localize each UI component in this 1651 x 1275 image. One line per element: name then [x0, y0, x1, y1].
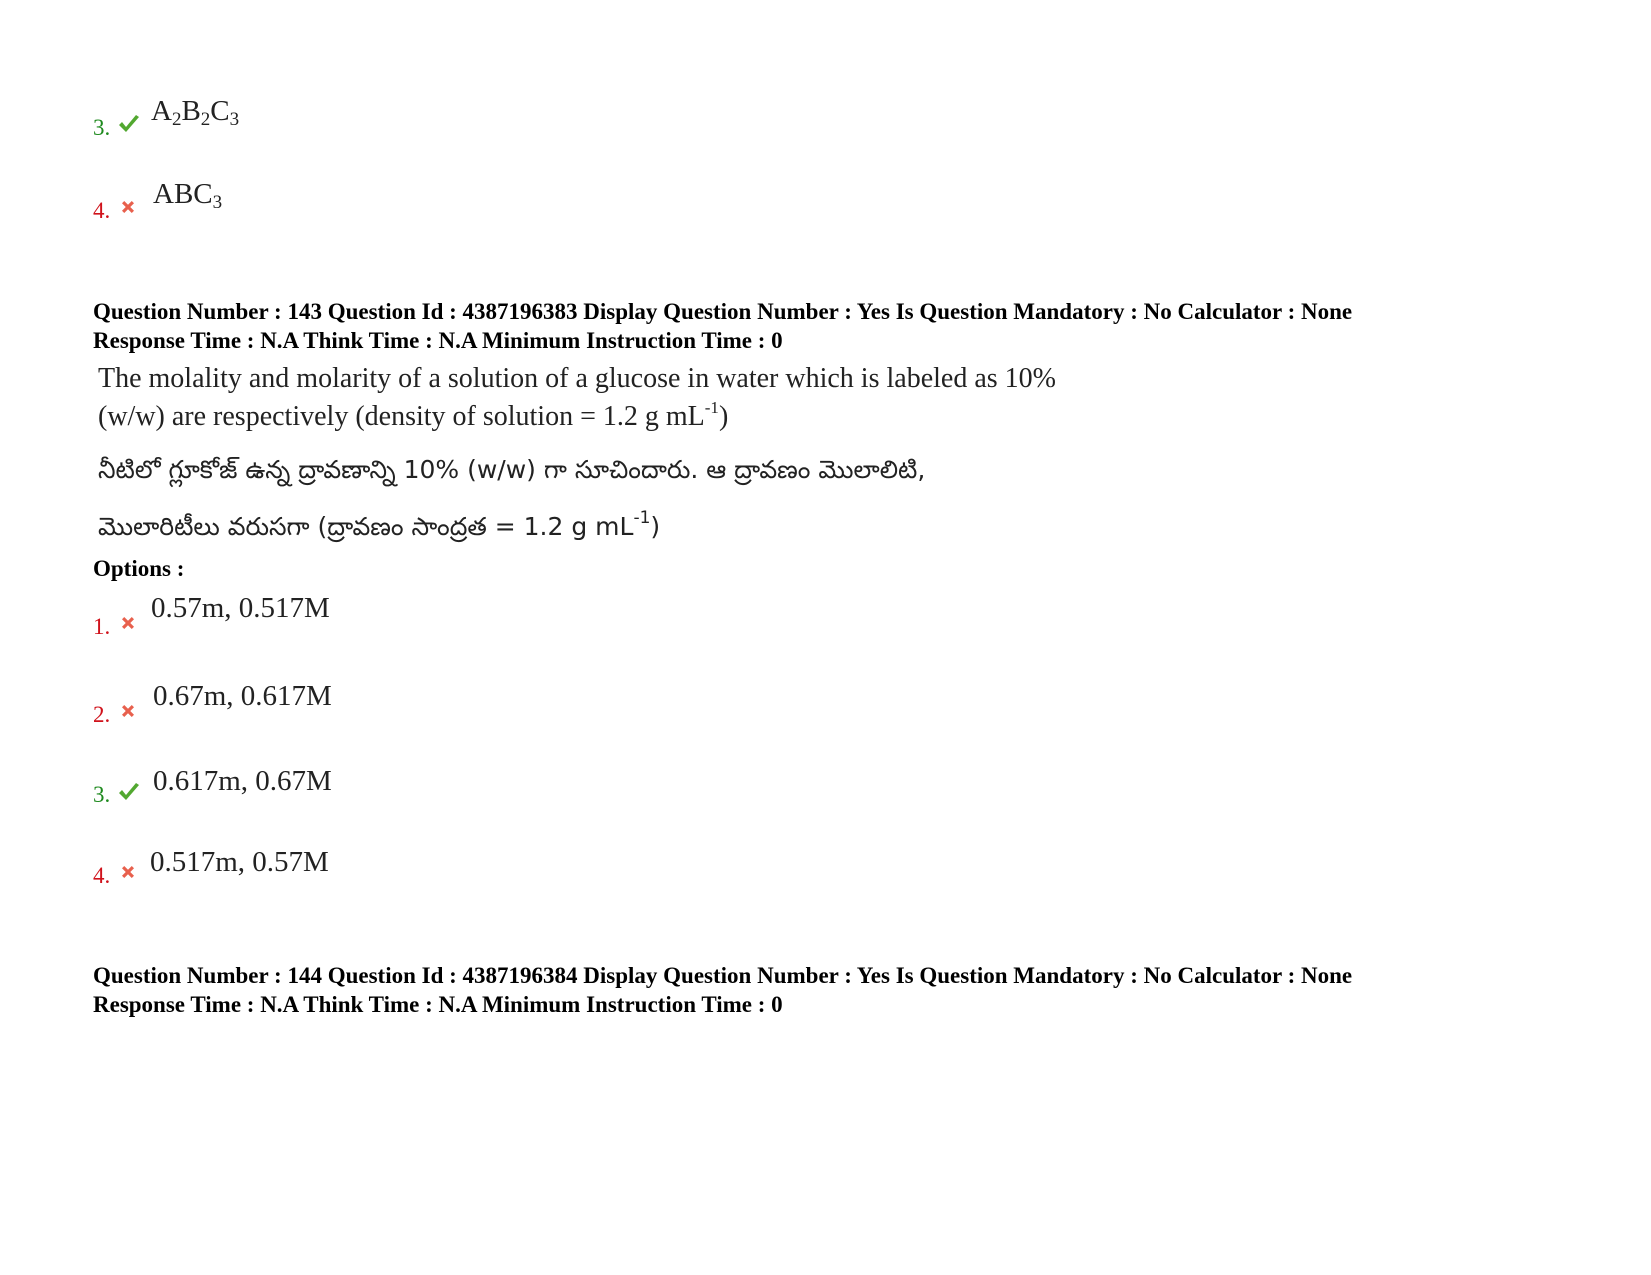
option-text: 0.617m, 0.67M	[153, 765, 332, 797]
cross-icon	[119, 614, 137, 632]
option-2	[93, 680, 393, 730]
option-number: 2.	[93, 702, 111, 727]
cross-icon	[119, 198, 137, 216]
question-143-telugu-line2: మొలారిటీలు వరుసగా (ద్రావణం సాంద్రత = 1.2 g $mL^{-1}$)	[98, 508, 661, 541]
question-143-english	[98, 360, 1056, 436]
prev-option-4	[93, 178, 393, 228]
option-text: 0.67m, 0.617M	[153, 680, 332, 712]
option-number: 4.	[93, 198, 111, 223]
options-label: Options :	[93, 556, 185, 581]
option-4	[93, 846, 393, 896]
option-text: $A_2B_2C_3$	[151, 95, 240, 130]
option-text: 0.57m, 0.517M	[151, 592, 330, 624]
cross-icon	[119, 863, 137, 881]
check-icon	[117, 112, 141, 136]
option-text: 0.517m, 0.57M	[150, 846, 329, 878]
question-text-line2: (w/w) are respectively (density of solution = 1.2 g $mL^{-1}$)	[98, 398, 729, 432]
option-1	[93, 592, 393, 642]
option-text: $ABC_3$	[153, 178, 223, 213]
question-143-telugu-line1: నీటిలో గ్లూకోజ్ ఉన్న ద్రావణాన్ని 10% (w/w) గా సూచిందారు. ఆ ద్రావణం మొలాలిటి,	[98, 455, 926, 484]
question-text-line1: The molality and molarity of a solution of a glucose in water which is labeled as 10%	[98, 363, 1056, 394]
option-number: 4.	[93, 863, 111, 888]
question-meta-line2: Response Time : N.A Think Time : N.A Minimum Instruction Time : 0	[93, 328, 783, 353]
question-143-meta	[93, 297, 1352, 355]
question-meta-line1: Question Number : 144 Question Id : 4387196384 Display Question Number : Yes Is Question Mandatory : No Calculator : None	[93, 963, 1353, 988]
option-number: 3.	[93, 782, 111, 807]
check-icon	[117, 780, 141, 804]
question-144-meta	[93, 961, 1352, 1019]
question-meta-line2: Response Time : N.A Think Time : N.A Minimum Instruction Time : 0	[93, 992, 783, 1017]
cross-icon	[119, 702, 137, 720]
prev-option-3	[93, 95, 393, 145]
question-meta-line1: Question Number : 143 Question Id : 4387196383 Display Question Number : Yes Is Question Mandatory : No Calculator : None	[93, 299, 1353, 324]
option-3	[93, 765, 393, 815]
option-number: 1.	[93, 614, 111, 639]
option-number: 3.	[93, 115, 111, 140]
